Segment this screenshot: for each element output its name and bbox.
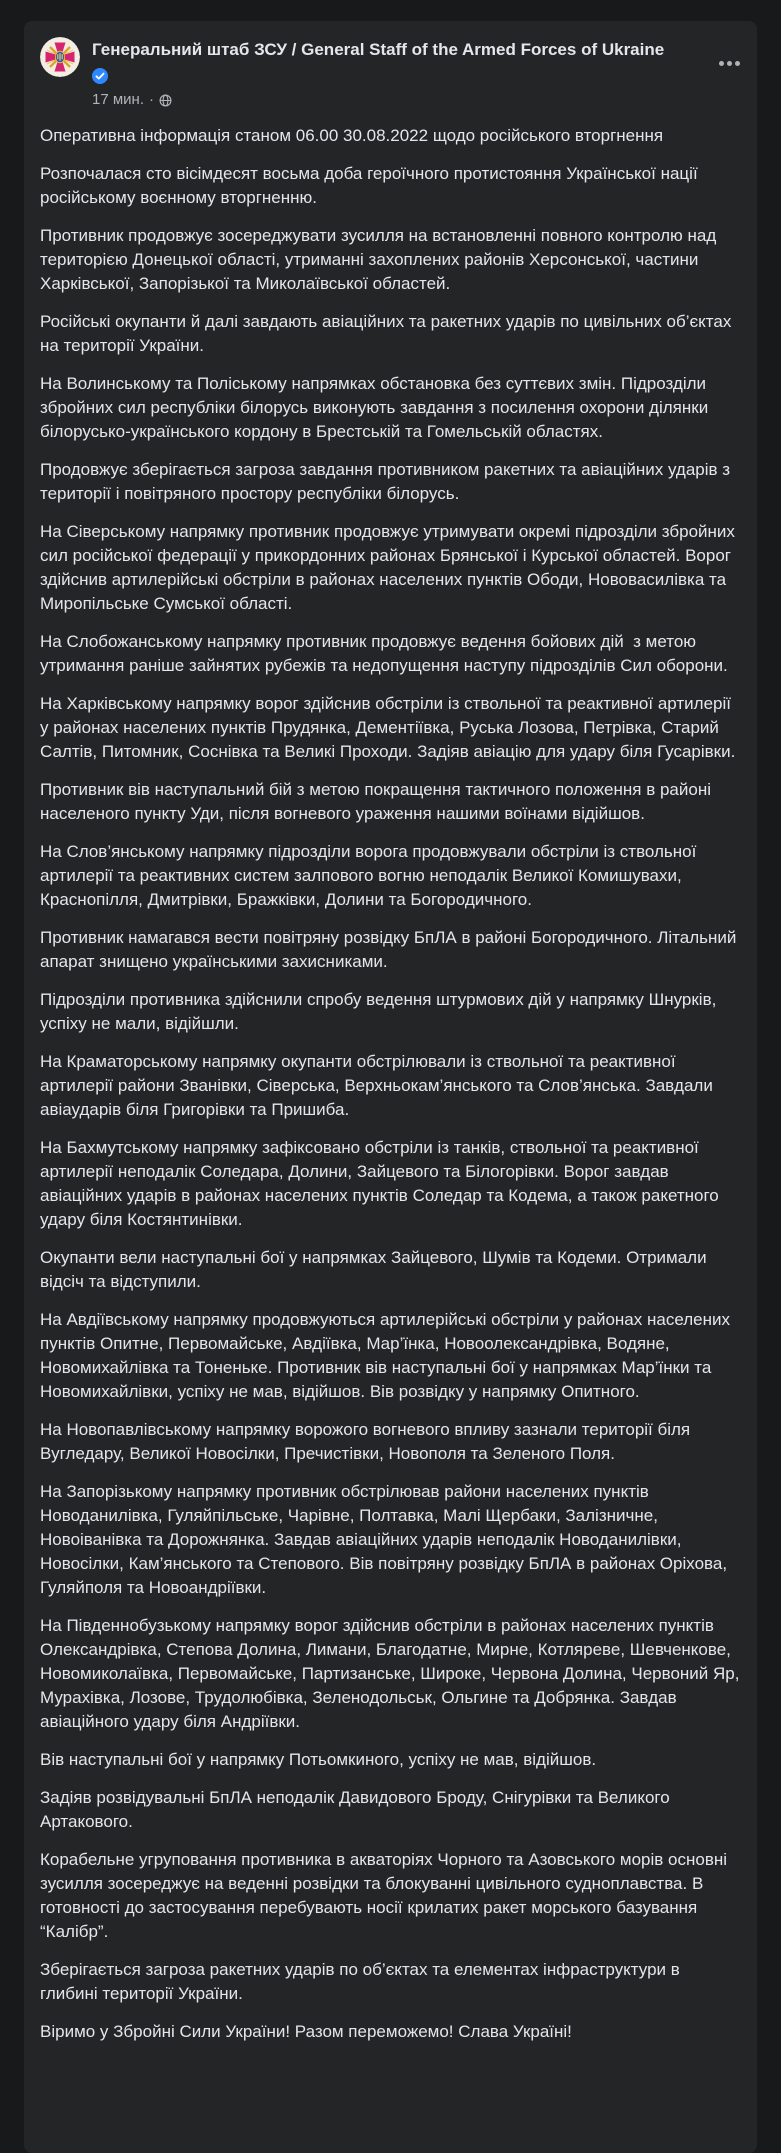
post-paragraph: Розпочалася сто вісімдесят восьма доба героїчного протистояння Української нації російському воєнному вторгненню. — [40, 164, 703, 207]
post-paragraph: Задіяв розвідувальні БпЛА неподалік Давидового Броду, Снігурівки та Великого Артакового. — [40, 1788, 675, 1831]
post-paragraph: На Волинському та Поліському напрямках обстановка без суттєвих змін. Підрозділи збройних сил республіки білорусь виконують завдання з посилення охорони ділянки білорусько-українського кордону в Брестській та Гомельській областях. — [40, 374, 713, 441]
header-info — [92, 37, 720, 109]
post-paragraph: Російські окупанти й далі завдають авіаційних та ракетних ударів по цивільних об’єктах на території України. — [40, 312, 737, 355]
badge-row — [92, 67, 664, 84]
post-paragraph: Віримо у Збройні Сили України! Разом переможемо! Слава Україні! — [40, 2022, 572, 2041]
post-paragraph: На Харківському напрямку ворог здійснив обстріли із ствольної та реактивної артилерії у районах населених пунктів Прудянка, Дементіївка, Руська Лозова, Петрівка, Старий Салтів, Питомник, Соснівка та Великі Проходи. Задіяв авіацію для удару біля Гусарівки. — [40, 694, 736, 761]
post-paragraph: На Південнобузькому напрямку ворог здійснив обстріли в районах населених пунктів Олександрівка, Степова Долина, Лимани, Благодатне, Мирне, Котляреве, Шевченкове, Новомиколаївка, Первомайське, Партизанське, Широке, Червона Долина, Червоний Яр, Мурахівка, Лозове, Трудолюбівка, Зеленодольськ, Ольгине та Добрянка. Завдав авіаційного удару біля Андріївки. — [40, 1616, 745, 1731]
post-paragraph: На Бахмутському напрямку зафіксовано обстріли із танків, ствольної та реактивної артилерії неподалік Соледара, Долини, Зайцевого та Білогорівки. Ворог завдав авіаційних ударів в районах населених пунктів Соледар та Кодема, а також ракетного удару біля Костянтинівки. — [40, 1138, 724, 1229]
post-paragraph: Корабельне угруповання противника в акваторіях Чорного та Азовського морів основні зусилля зосереджує на веденні розвідки та блокуванні цивільного судноплавства. В готовності до застосування перебувають носії крилатих ракет морського базування “Калібр”. — [40, 1850, 732, 1941]
post-paragraph: Вів наступальні бої у напрямку Потьомкиного, успіху не мав, відійшов. — [40, 1750, 597, 1769]
post-text — [40, 124, 745, 2044]
post-paragraph: Окупанти вели наступальні бої у напрямках Зайцевого, Шумів та Кодеми. Отримали відсіч та відступили. — [40, 1248, 712, 1291]
post-header — [40, 37, 741, 109]
page-avatar[interactable] — [40, 37, 80, 77]
ellipsis-icon — [719, 61, 724, 66]
verified-badge-icon — [92, 68, 108, 84]
post-paragraph: Противник намагався вести повітряну розвідку БпЛА в районі Богородичного. Літальний апарат знищено українськими захисниками. — [40, 928, 742, 971]
more-options-button[interactable] — [711, 45, 747, 81]
facebook-post-card — [24, 21, 757, 2153]
post-paragraph: Противник продовжує зосереджувати зусилля на встановленні повного контролю над територією Донецької області, утриманні захоплених районів Херсонської, частини Харківської, Запорізької та Миколаївської областей. — [40, 226, 721, 293]
post-paragraph: Підрозділи противника здійснили спробу ведення штурмових дій у напрямку Шнурків, успіху не мали, відійшли. — [40, 990, 722, 1033]
post-paragraph: На Запорізькому напрямку противник обстрілював райони населених пунктів Новоданилівка, Гуляйпільське, Чарівне, Полтавка, Малі Щербаки, Залізничне, Новоіванівка та Дорожнянка. Завдав авіаційних ударів неподалік Новоданилівки, Новосілки, Кам’янського та Степового. Вів повітряну розвідку БпЛА в районах Оріхова, Гуляйполя та Новоандріївки. — [40, 1482, 732, 1597]
post-paragraph: Зберігається загроза ракетних ударів по об’єктах та елементах інфраструктури в глибині території України. — [40, 1960, 685, 2003]
post-paragraph: На Краматорському напрямку окупанти обстрілювали із ствольної та реактивної артилерії райони Званівки, Сіверська, Верхньокам’янського та Слов’янська. Завдали авіаударів біля Григорівки та Пришиба. — [40, 1052, 718, 1119]
globe-icon — [159, 94, 172, 107]
ellipsis-icon — [727, 61, 732, 66]
post-paragraph: На Слов’янському напрямку підрозділи ворога продовжували обстріли із ствольної артилерії та реактивних систем залпового вогню неподалік Великої Комишувахи, Краснопілля, Дмитрівки, Бражківки, Долини та Богородичного. — [40, 842, 702, 909]
general-staff-emblem-icon — [40, 37, 80, 77]
meta-separator: · — [149, 91, 154, 108]
post-paragraph: На Новопавлівському напрямку ворожого вогневого впливу зазнали території біля Вугледару, Великої Новосілки, Пречистівки, Новополя та Зеленого Поля. — [40, 1420, 695, 1463]
post-timestamp[interactable]: 17 мин. — [92, 91, 144, 108]
post-paragraph: На Слобожанському напрямку противник продовжує ведення бойових дій з метою утримання раніше зайнятих рубежів та недопущення наступу підрозділів Сил оборони. — [40, 632, 728, 675]
post-paragraph: Противник вів наступальний бій з метою покращення тактичного положення в районі населеного пункту Уди, після вогневого ураження нашими воїнами відійшов. — [40, 780, 716, 823]
post-paragraph: На Авдіївському напрямку продовжуються артилерійські обстріли у районах населених пунктів Опитне, Первомайське, Авдіївка, Мар’їнка, Новоолександрівка, Водяне, Новомихайлівка та Тоненьке. Противник вів наступальні бої у напрямках Мар’їнки та Новомихайлівки, успіху не мав, відійшов. Вів розвідку у напрямку Опитного. — [40, 1310, 735, 1401]
post-paragraph: Продовжує зберігається загроза завдання противником ракетних та авіаційних ударів з території і повітряного простору республіки білорусь. — [40, 460, 735, 503]
post-paragraph: На Сіверському напрямку противник продовжує утримувати окремі підрозділи збройних сил російської федерації у прикордонних районах Брянської і Курської областей. Ворог здійснив артилерійські обстріли в районах населених пунктів Ободи, Нововасилівка та Миропільське Сумської області. — [40, 522, 740, 613]
ellipsis-icon — [735, 61, 740, 66]
post-meta — [92, 91, 664, 109]
post-paragraph: Оперативна інформація станом 06.00 30.08.2022 щодо російського вторгнення — [40, 126, 664, 145]
page-name-link[interactable]: Генеральний штаб ЗСУ / General Staff of the Armed Forces of Ukraine — [92, 40, 665, 59]
